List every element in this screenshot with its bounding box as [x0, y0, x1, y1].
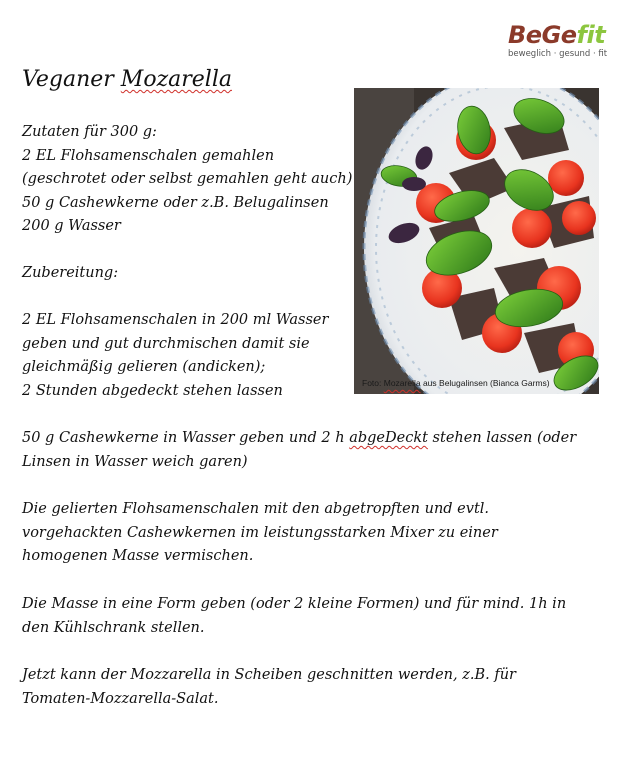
photo-caption [362, 378, 550, 388]
step-line: geben und gut durchmischen damit sie [22, 335, 310, 352]
spellcheck-word: abgeDeckt [349, 430, 428, 446]
step-line: den Kühlschrank stellen. [22, 619, 205, 636]
step-line: 2 EL Flohsamenschalen in 200 ml Wasser [22, 312, 329, 328]
step-line: Tomaten-Mozzarella-Salat. [22, 690, 219, 707]
caption-text: Foto: [362, 378, 384, 388]
step-line: Linsen in Wasser weich garen) [22, 453, 248, 470]
title-word-2: Mozarella [120, 67, 232, 92]
step-line: gleichmäßig gelieren (andicken); [22, 359, 266, 375]
ingredients-heading: Zutaten für 300 g: [22, 124, 157, 140]
preparation-step-5 [22, 664, 602, 711]
step-line: homogenen Masse vermischen. [22, 548, 254, 564]
step-line: Die Masse in eine Form geben (oder 2 kleine Formen) und für mind. 1h in [22, 596, 567, 612]
ingredient-line: (geschrotet oder selbst gemahlen geht auch) [22, 171, 353, 187]
step-text: 50 g Cashewkerne in Wasser geben und 2 h [22, 430, 350, 446]
step-line: Jetzt kann der Mozzarella in Scheiben geschnitten werden, z.B. für [22, 667, 516, 683]
logo-wordmark [508, 22, 608, 48]
title-word-1: Veganer [22, 67, 114, 92]
step-line: 2 Stunden abgedeckt stehen lassen [22, 382, 283, 399]
step-line: vorgehackten Cashewkernen im leistungsstarken Mixer zu einer [22, 524, 498, 541]
ingredient-line: 200 g Wasser [22, 218, 121, 234]
begefit-logo [508, 22, 608, 59]
recipe-photo [354, 88, 599, 394]
step-text: stehen lassen (oder [427, 430, 577, 446]
preparation-heading: Zubereitung: [22, 265, 119, 281]
preparation-step-4 [22, 593, 602, 640]
caption-squiggle-word: Mozarella [383, 378, 421, 388]
salad-plate-image [354, 88, 599, 394]
preparation-step-3 [22, 498, 602, 569]
logo-part-fit: fit [576, 21, 606, 49]
ingredient-line: 2 EL Flohsamenschalen gemahlen [22, 147, 275, 164]
recipe-title [22, 66, 232, 94]
step-line: Die gelierten Flohsamenschalen mit den abgetropften und evtl. [22, 501, 490, 517]
step-line [22, 427, 602, 451]
preparation-step-2 [22, 427, 602, 474]
ingredient-line: 50 g Cashewkerne oder z.B. Belugalinsen [22, 194, 329, 211]
logo-part-begе: BeGe [508, 21, 577, 49]
logo-tagline: beweglich · gesund · fit [508, 49, 608, 59]
caption-text: aus Belugalinsen (Bianca Garms) [420, 378, 550, 388]
